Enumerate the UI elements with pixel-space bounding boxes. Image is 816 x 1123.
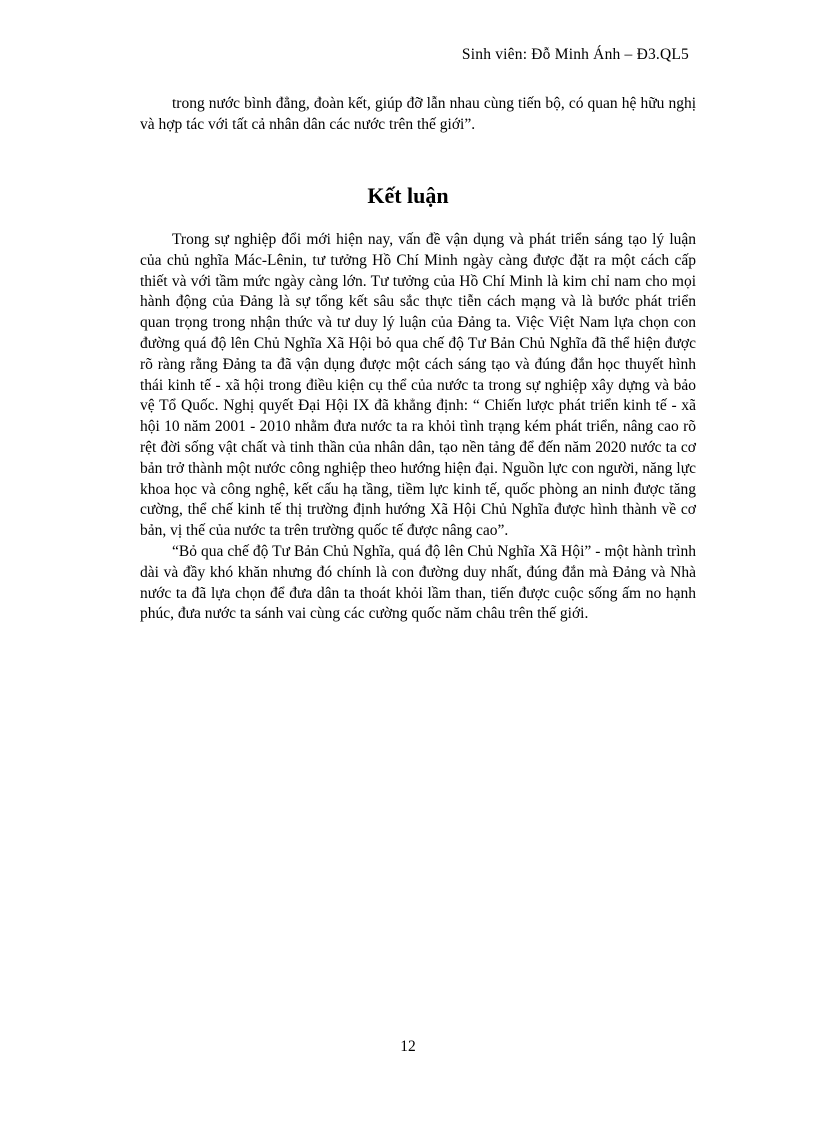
conclusion-paragraph-2: “Bỏ qua chế độ Tư Bản Chủ Nghĩa, quá độ lên Chủ Nghĩa Xã Hội” - một hành trình dài và đầy khó khăn nhưng đó chính là con đường duy nhất, đúng đắn mà Đảng và Nhà nước ta đã lựa chọn để đưa dân ta thoát khỏi lầm than, tiến được cuộc sống ấm no hạnh phúc, đưa nước ta sánh vai cùng các cường quốc năm châu trên thế giới. [140, 542, 696, 623]
intro-paragraph: trong nước bình đẳng, đoàn kết, giúp đỡ lẫn nhau cùng tiến bộ, có quan hệ hữu nghị và hợp tác với tất cả nhân dân các nước trên thế giới”. [140, 95, 696, 133]
conclusion-text-block [140, 230, 696, 625]
section-title: Kết luận [367, 183, 449, 208]
page-header: Sinh viên: Đỗ Minh Ánh – Đ3.QL5 [461, 46, 689, 63]
intro-text-block [140, 94, 696, 136]
page-number: 12 [400, 1038, 416, 1055]
conclusion-paragraph-1: Trong sự nghiệp đổi mới hiện nay, vấn đề vận dụng và phát triển sáng tạo lý luận của chủ nghĩa Mác-Lênin, tư tưởng Hồ Chí Minh ngày càng được đặt ra một cách cấp thiết và với tầm mức ngày càng lớn. Tư tưởng của Hồ Chí Minh là kim chỉ nam cho mọi hành động của Đảng là sự tổng kết sâu sắc thực tiễn cách mạng và là bước phát triển quan trọng trong nhận thức và tư duy lý luận của Đảng ta. Việc Việt Nam lựa chọn con đường quá độ lên Chủ Nghĩa Xã Hội bỏ qua chế độ Tư Bản Chủ Nghĩa đã thể hiện được rõ ràng rằng Đảng ta đã vận dụng được một cách sáng tạo và đúng đắn học thuyết hình thái kinh tế - xã hội trong điều kiện cụ thể của nước ta trong sự nghiệp xây dựng và bảo vệ Tổ Quốc. Nghị quyết Đại Hội IX đã khẳng định: “ Chiến lược phát triển kinh tế - xã hội 10 năm 2001 - 2010 nhằm đưa nước ta ra khỏi tình trạng kém phát triển, nâng cao rõ rệt đời sống vật chất và tinh thần của nhân dân, tạo nền tảng để đến năm 2020 nước ta cơ bản trở thành một nước công nghiệp theo hướng hiện đại. Nguồn lực con người, năng lực khoa học và công nghệ, kết cấu hạ tầng, tiềm lực kinh tế, quốc phòng an ninh được tăng cường, thể chế kinh tế thị trường định hướng Xã Hội Chủ Nghĩa được hình thành về cơ bản, vị thế của nước ta trên trường quốc tế được nâng cao”. [140, 231, 696, 540]
